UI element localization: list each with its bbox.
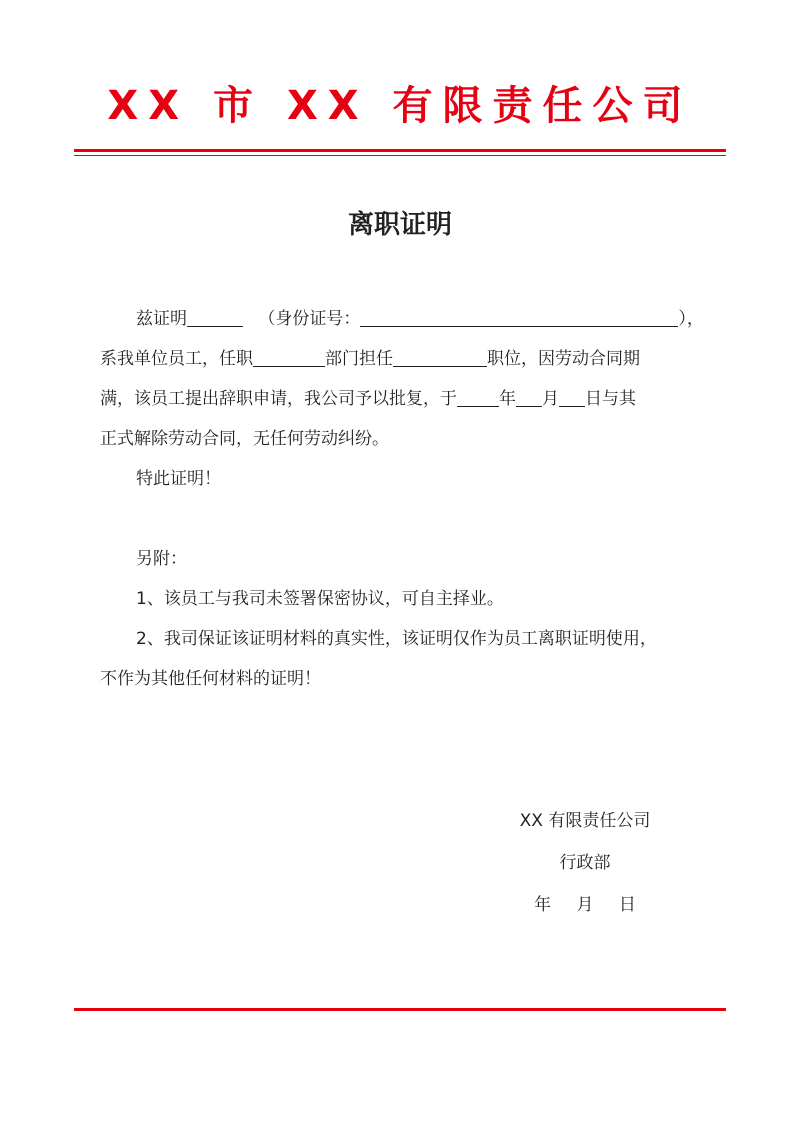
position-blank <box>393 348 487 367</box>
department-text: 部门担任 <box>325 349 393 369</box>
year-label: 年 <box>499 389 516 409</box>
month-label: 月 <box>542 389 559 409</box>
appendix-label: 另附： <box>136 549 187 569</box>
day-blank <box>559 388 585 407</box>
document-body <box>100 299 710 699</box>
letterhead-rule-thin <box>74 155 726 156</box>
signature-date <box>490 884 680 926</box>
body-line-4: 正式解除劳动合同，无任何劳动纠纷。 <box>100 429 389 449</box>
signature-block <box>490 800 680 926</box>
signature-department: 行政部 <box>559 853 611 873</box>
company-letterhead-title: XX 市 XX 有限责任公司 <box>107 83 693 129</box>
day-label: 日与其 <box>585 389 636 409</box>
certify-statement: 特此证明！ <box>136 469 221 489</box>
id-number-label: （身份证号： <box>258 309 361 329</box>
body-line-1 <box>100 299 710 339</box>
resignation-text: 满，该员工提出辞职申请，我公司予以批复，于 <box>100 389 457 409</box>
month-blank <box>516 388 542 407</box>
letterhead-rule-thick <box>74 149 726 152</box>
certify-prefix: 兹证明 <box>136 309 187 329</box>
body-line-3 <box>100 379 710 419</box>
body-line-2 <box>100 339 710 379</box>
signature-day: 日 <box>618 895 636 915</box>
position-text: 职位，因劳动合同期 <box>487 349 640 369</box>
id-close-paren: ）， <box>678 309 704 329</box>
footer-rule <box>74 1008 726 1011</box>
signature-year: 年 <box>534 895 552 915</box>
signature-company: XX 有限责任公司 <box>519 811 651 831</box>
spacer <box>100 499 710 539</box>
appendix-item-2-line-1: 2、我司保证该证明材料的真实性，该证明仅作为员工离职证明使用， <box>136 629 657 649</box>
appendix-item-1: 1、该员工与我司未签署保密协议，可自主择业。 <box>136 589 504 609</box>
name-blank <box>187 308 243 327</box>
appendix-item-2-line-2: 不作为其他任何材料的证明！ <box>100 669 321 689</box>
year-blank <box>457 388 499 407</box>
id-number-blank <box>360 308 678 327</box>
employment-text: 系我单位员工，任职 <box>100 349 253 369</box>
document-title: 离职证明 <box>347 210 452 240</box>
department-blank <box>253 348 325 367</box>
signature-month: 月 <box>576 895 594 915</box>
